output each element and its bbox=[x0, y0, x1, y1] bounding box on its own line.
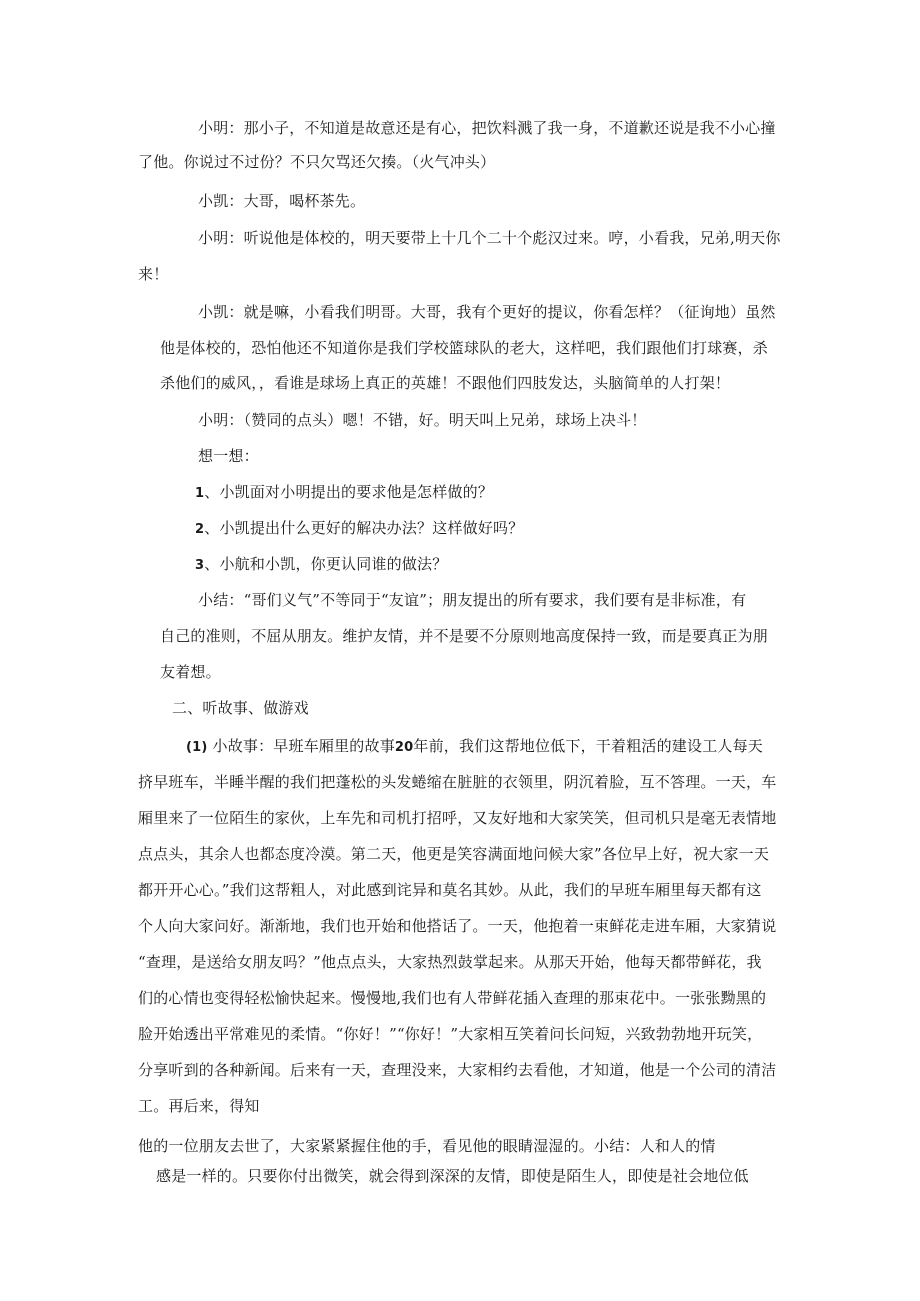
dialogue-line: 了他。你说过不过份？不只欠骂还欠揍。（火气冲头） bbox=[138, 153, 496, 171]
story-line: 们的心情也变得轻松愉快起来。慢慢地,我们也有人带鲜花插入查理的那束花中。一张张黝黑的 bbox=[138, 989, 767, 1007]
story-text: 年前，我们这帮地位低下，干着粗活的建设工人每天 bbox=[413, 737, 764, 755]
story-line: 都开开心心。”我们这帮粗人，对此感到诧异和莫名其妙。从此，我们的早班车厢里每天都有这 bbox=[138, 881, 762, 899]
story-line: 点点头，其余人也都态度冷漠。第二天，他更是笑容满面地问候大家”各位早上好，祝大家一天 bbox=[138, 845, 770, 863]
story-line: 个人向大家问好。渐渐地，我们也开始和他搭话了。一天，他抱着一束鲜花走进车厢，大家猜说 bbox=[138, 917, 777, 935]
summary-line: 小结：“哥们义气”不等同于“友谊”；朋友提出的所有要求，我们要有是非标准，有 bbox=[198, 591, 747, 609]
question-number: 2 bbox=[195, 522, 205, 537]
summary-line: 自己的准则，不屈从朋友。维护友情，并不是要不分原则地高度保持一致，而是要真正为朋 bbox=[160, 627, 769, 645]
dialogue-line: 他是体校的，恐怕他还不知道你是我们学校篮球队的老大，这样吧，我们跟他们打球赛，杀 bbox=[160, 339, 769, 357]
think-heading: 想一想： bbox=[198, 447, 259, 465]
story-line: 工。再后来，得知 bbox=[138, 1097, 260, 1115]
dialogue-line: 小明：听说他是体校的，明天要带上十几个二十个彪汉过来。哼，小看我，兄弟,明天你 bbox=[198, 229, 781, 247]
dialogue-line: 来！ bbox=[138, 265, 169, 283]
dialogue-line: 小明：（赞同的点头）嗯！不错，好。明天叫上兄弟，球场上决斗！ bbox=[198, 411, 647, 429]
story-year: 20 bbox=[394, 740, 414, 755]
story-line: 分享听到的各种新闻。后来有一天，查理没来，大家相约去看他，才知道，他是一个公司的清洁 bbox=[138, 1061, 777, 1079]
story-label: (1) bbox=[186, 740, 208, 755]
summary-line: 友着想。 bbox=[160, 663, 221, 681]
question-text: 、小航和小凯，你更认同谁的做法？ bbox=[204, 555, 448, 573]
question-3 bbox=[195, 554, 447, 576]
question-text: 、小凯面对小明提出的要求他是怎样做的？ bbox=[204, 483, 494, 501]
story-line: 他的一位朋友去世了，大家紧紧握住他的手，看见他的眼睛湿湿的。小结：人和人的情 bbox=[138, 1137, 716, 1155]
story-line: 感是一样的。只要你付出微笑，就会得到深深的友情，即使是陌生人，即使是社会地位低 bbox=[156, 1167, 749, 1185]
dialogue-line: 小凯：大哥，喝杯茶先。 bbox=[198, 192, 366, 210]
story-line: 厢里来了一位陌生的家伙，上车先和司机打招呼，又友好地和大家笑笑，但司机只是毫无表情地 bbox=[138, 809, 777, 827]
story-line: 脸开始透出平常难见的柔情。“你好！”“你好！”大家相互笑着问长问短，兴致勃勃地开玩笑， bbox=[138, 1025, 763, 1043]
question-1 bbox=[195, 482, 493, 504]
question-text: 、小凯提出什么更好的解决办法？这样做好吗？ bbox=[204, 519, 524, 537]
dialogue-line: 小凯：就是嘛，小看我们明哥。大哥，我有个更好的提议，你看怎样？（征询地）虽然 bbox=[198, 303, 776, 321]
story-line bbox=[186, 736, 763, 758]
story-line: “查理，是送给女朋友吗？”他点点头，大家热烈鼓掌起来。从那天开始，他每天都带鲜花，我 bbox=[138, 953, 762, 971]
question-number: 1 bbox=[195, 486, 205, 501]
story-text: 小故事：早班车厢里的故事 bbox=[212, 737, 395, 755]
section-heading: 二、听故事、做游戏 bbox=[172, 699, 309, 717]
dialogue-line: 杀他们的威风，，看谁是球场上真正的英雄！不跟他们四肢发达，头脑简单的人打架！ bbox=[160, 374, 731, 392]
question-number: 3 bbox=[195, 558, 205, 573]
question-2 bbox=[195, 518, 523, 540]
dialogue-line: 小明：那小子，不知道是故意还是有心，把饮料溅了我一身，不道歉还说是我不小心撞 bbox=[198, 119, 776, 137]
story-line: 挤早班车，半睡半醒的我们把蓬松的头发蜷缩在脏脏的衣领里，阴沉着脸，互不答理。一天，车 bbox=[138, 773, 777, 791]
